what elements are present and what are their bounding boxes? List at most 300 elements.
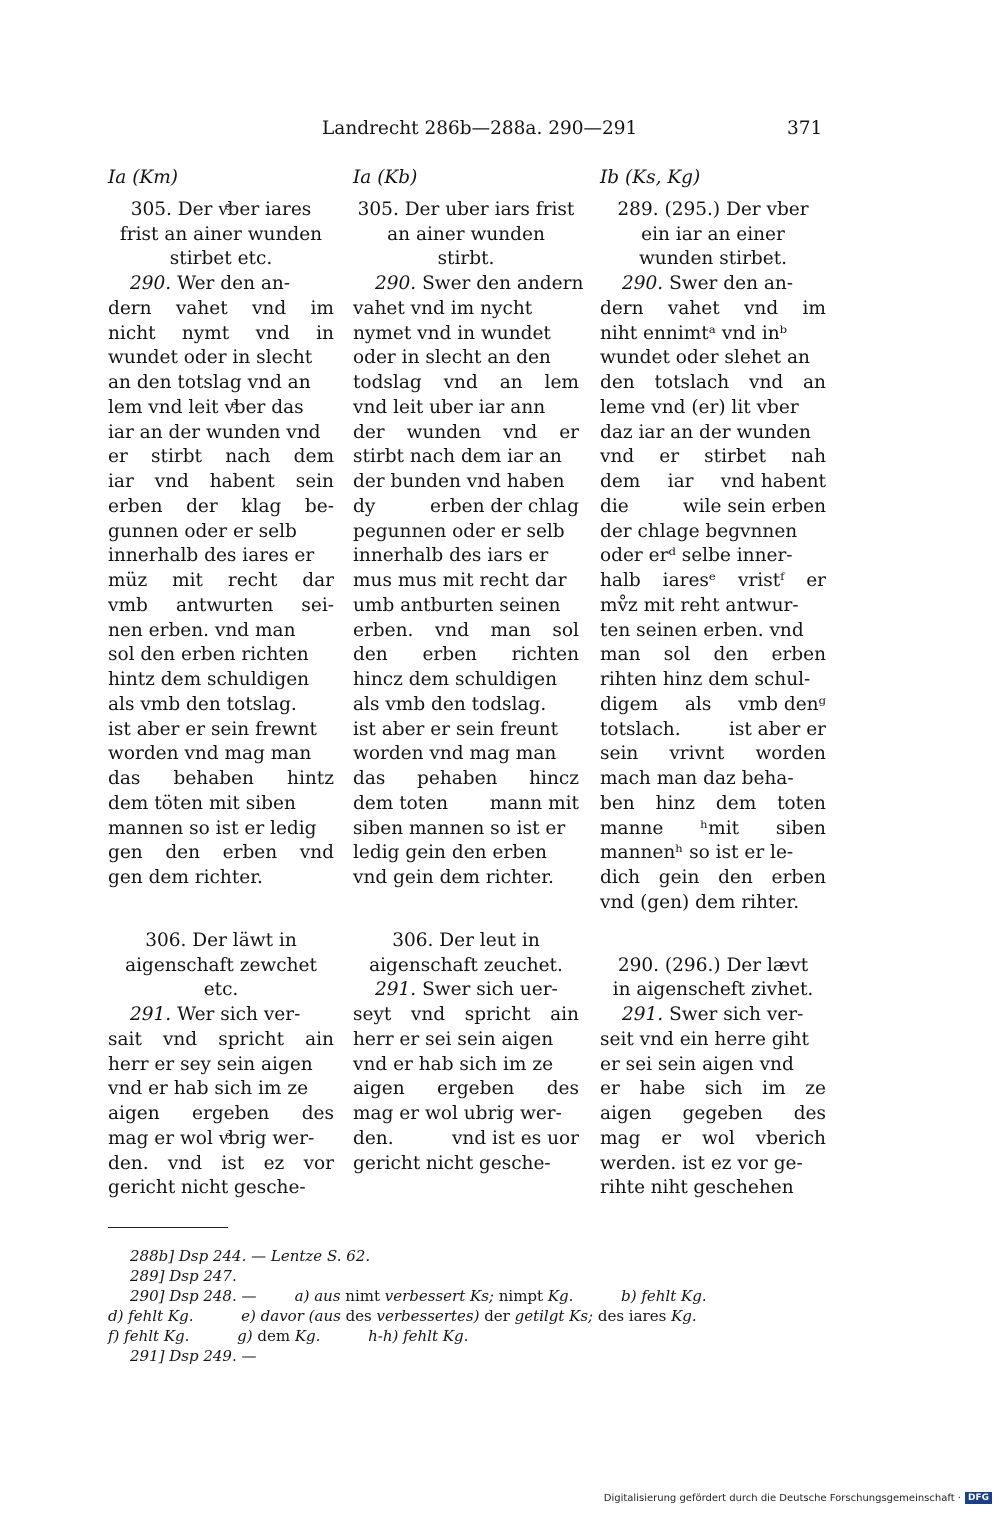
text-line <box>353 396 579 421</box>
text-segment: iaresᵉ <box>662 570 717 591</box>
text-segment: ist aber er sein freunt <box>353 718 558 740</box>
text-segment: toten <box>777 792 826 814</box>
text-segment: nicht <box>180 1177 229 1199</box>
article-number: 291. <box>130 1004 172 1025</box>
text-segment: Swer den andern <box>422 273 584 294</box>
text-line <box>108 742 334 767</box>
rubric-line: etc. <box>203 979 239 1001</box>
text-line <box>108 520 334 545</box>
text-line <box>108 470 334 495</box>
text-segment: hinz <box>655 792 696 814</box>
article-number: 291. <box>375 979 417 1001</box>
text-segment: vnd <box>749 372 784 393</box>
article-text <box>108 1003 334 1201</box>
text-segment: pehaben <box>417 768 498 789</box>
text-line <box>108 569 334 594</box>
text-line <box>108 792 334 817</box>
text-segment: mit <box>172 570 203 591</box>
text-segment: klag <box>241 495 282 517</box>
article-number: 290. <box>375 273 417 294</box>
text-segment: niht ennimtᵃ vnd inᵇ <box>600 322 788 344</box>
text-segment: mv̊z mit reht antwur- <box>600 594 799 616</box>
text-segment: vnd <box>600 446 635 468</box>
article-number: 291. <box>622 1004 664 1025</box>
text-segment: vnd <box>299 842 334 864</box>
text-segment: aigen <box>353 1078 405 1100</box>
text-segment: vnd <box>434 619 470 641</box>
text-segment: vnd er hab sich im ze <box>353 1053 554 1075</box>
text-segment: totslach <box>654 372 730 393</box>
text-line <box>108 1053 334 1078</box>
text-segment: dem <box>715 792 757 814</box>
text-segment: sol den erben richten <box>108 644 309 666</box>
text-segment: vnd <box>443 372 478 393</box>
text-line <box>600 445 826 470</box>
text-segment: das <box>353 768 386 789</box>
text-line <box>108 396 334 421</box>
footnote-piece: getilgt Ks; <box>514 1307 598 1325</box>
page-number: 371 <box>787 118 823 139</box>
article-text <box>353 978 579 1176</box>
text-segment: vnd <box>154 471 189 492</box>
text-segment: mann mit <box>489 792 579 814</box>
rubric-line: 305. Der uber iars frist <box>357 198 575 220</box>
text-segment: vnd <box>410 1004 446 1025</box>
text-segment: lem vnd leit vͤber das <box>108 396 304 418</box>
text-line <box>353 346 579 371</box>
text-segment: be- <box>304 495 334 517</box>
text-segment: sich <box>704 1078 743 1100</box>
text-segment: dy <box>353 495 376 517</box>
text-segment: dem <box>293 446 334 468</box>
text-segment: behaben <box>173 768 254 789</box>
digitization-footer <box>604 1492 992 1504</box>
text-segment: erben. <box>353 619 414 641</box>
text-segment: gesche- <box>233 1177 306 1199</box>
text-segment: mag er wol ubrig wer- <box>353 1103 562 1124</box>
text-line <box>108 594 334 619</box>
text-segment: hincz <box>529 768 579 789</box>
text-segment: ergeben <box>192 1103 270 1124</box>
footnote-piece: Kg. b) fehlt Kg. <box>547 1287 707 1305</box>
text-segment: erben <box>771 644 826 666</box>
text-segment: richten <box>511 644 579 666</box>
text-segment: worden <box>755 743 826 765</box>
text-line <box>600 396 826 421</box>
text-segment: gunnen oder er selb <box>108 520 297 542</box>
text-segment: oder in slecht an den <box>353 347 551 369</box>
text-segment: er sei sein aigen vnd <box>600 1053 794 1075</box>
text-line <box>600 1053 826 1078</box>
text-segment: an den totslag vnd an <box>108 372 311 393</box>
article-number: 290. <box>622 273 664 294</box>
text-segment: als <box>684 693 712 715</box>
text-line <box>600 272 826 297</box>
text-segment: an <box>803 372 826 393</box>
text-segment: geschehen <box>693 1177 794 1199</box>
rubric-line: 306. Der läwt in <box>145 929 297 951</box>
text-segment: oder erᵈ selbe inner- <box>600 545 793 567</box>
section-gap <box>600 916 826 954</box>
footnote-piece: f) fehlt Kg. g) <box>108 1327 258 1345</box>
text-line <box>353 866 579 891</box>
text-line <box>600 346 826 371</box>
rubric-line: an ainer wunden <box>387 223 545 245</box>
article-text <box>600 272 826 916</box>
text-segment: dem toten <box>353 792 449 814</box>
footer-text: Digitalisierung gefördert durch die Deutsche Forschungsgemeinschaft · <box>603 1492 961 1504</box>
text-segment: vmb denᵍ <box>738 693 826 715</box>
footnote-rule <box>108 1227 228 1228</box>
text-line <box>353 1152 579 1177</box>
section-rubric <box>108 198 334 272</box>
text-segment: den <box>600 372 635 393</box>
text-line <box>353 322 579 347</box>
text-line <box>600 866 826 891</box>
text-segment: im <box>802 297 826 319</box>
text-segment: rihten hinz dem schul- <box>600 669 811 690</box>
text-segment: ze <box>805 1078 826 1100</box>
text-line <box>108 445 334 470</box>
text-line <box>108 817 334 842</box>
manuscript-siglum: Ib (Ks, Kg) <box>600 167 701 188</box>
footnote-piece: Kg. h-h) fehlt Kg. <box>294 1327 469 1345</box>
text-line <box>353 767 579 792</box>
text-segment: digem <box>600 693 659 715</box>
text-segment: gericht <box>353 1152 421 1174</box>
text-line <box>600 767 826 792</box>
text-line <box>353 978 579 1003</box>
rubric-line: frist an ainer wunden <box>119 223 323 245</box>
text-segment: vristᶠ <box>738 570 785 591</box>
text-segment: dern <box>108 297 152 319</box>
footnote-piece: des iares <box>597 1307 672 1325</box>
text-segment: sait <box>108 1028 142 1050</box>
text-line <box>353 643 579 668</box>
text-line <box>353 445 579 470</box>
text-segment: vnd <box>743 297 779 319</box>
text-segment: Wer den an- <box>177 273 291 294</box>
text-line <box>600 544 826 569</box>
text-segment: er <box>559 421 579 443</box>
text-line <box>108 1028 334 1053</box>
text-line <box>108 767 334 792</box>
text-line <box>108 866 334 891</box>
text-segment: den <box>165 842 201 864</box>
text-segment: ist <box>221 1152 245 1174</box>
text-line <box>600 817 826 842</box>
text-segment: Swer sich uer- <box>422 979 558 1001</box>
text-segment: erben <box>222 842 278 864</box>
column-ia-km <box>108 166 334 1201</box>
rubric-line: 289. (295.) Der vber <box>617 198 809 220</box>
text-line <box>353 1102 579 1127</box>
text-line <box>353 1127 579 1152</box>
text-segment: pegunnen oder er selb <box>353 520 565 542</box>
text-segment: er <box>600 1078 620 1100</box>
text-segment: den. <box>108 1152 149 1174</box>
text-segment: mag <box>600 1127 641 1149</box>
text-segment: er <box>661 1127 682 1149</box>
text-segment: todslag <box>353 372 422 393</box>
text-segment: vor <box>303 1152 334 1174</box>
footnote-piece: d) fehlt Kg. e) davor (aus <box>108 1307 346 1325</box>
text-segment: vnd habent <box>720 471 826 492</box>
text-line <box>600 1102 826 1127</box>
text-line <box>353 1077 579 1102</box>
text-line <box>353 495 579 520</box>
text-segment: totslach. <box>600 718 681 740</box>
article-number: 290. <box>130 273 172 294</box>
text-segment: vnd er hab sich im ze <box>108 1078 309 1100</box>
footnote-piece: 288b] Dsp 244. — Lentze S. 62. <box>130 1247 371 1265</box>
text-segment: siben mannen so ist er <box>353 817 566 839</box>
running-header <box>0 118 1000 144</box>
manuscript-siglum: Ia (Km) <box>108 167 179 188</box>
text-segment: sol <box>552 619 579 641</box>
text-segment: gen dem richter. <box>108 867 263 888</box>
text-line <box>353 841 579 866</box>
footnotes <box>108 1246 828 1366</box>
text-segment: wol <box>701 1127 735 1149</box>
text-segment: iar <box>108 471 134 492</box>
text-segment: man <box>490 619 531 641</box>
section-rubric <box>353 929 579 979</box>
text-line <box>600 520 826 545</box>
text-line <box>353 544 579 569</box>
text-segment: dich <box>600 867 641 888</box>
text-segment: herr er sei sein aigen <box>353 1028 554 1050</box>
text-segment: nen erben. vnd man <box>108 619 296 641</box>
text-segment: stirbt <box>151 446 202 468</box>
text-segment: der <box>186 495 218 517</box>
text-segment: innerhalb des iars er <box>353 545 549 567</box>
footnote-piece: Kg. <box>671 1307 697 1325</box>
text-line <box>600 297 826 322</box>
text-segment: iar <box>667 471 694 492</box>
text-segment: vahet <box>667 297 720 319</box>
text-segment: seit vnd ein herre giht <box>600 1028 809 1050</box>
text-line <box>353 619 579 644</box>
text-line <box>600 1176 826 1201</box>
text-segment: ʰmit <box>700 817 740 839</box>
text-segment: ain <box>550 1004 579 1025</box>
text-segment: aigen <box>108 1103 160 1124</box>
text-segment: erben der chlag <box>430 495 579 517</box>
text-line <box>353 1028 579 1053</box>
text-segment: worden vnd mag man <box>353 743 557 765</box>
text-segment: worden vnd mag man <box>108 743 312 765</box>
text-line <box>108 718 334 743</box>
text-line <box>108 346 334 371</box>
section-rubric <box>600 198 826 272</box>
text-segment: er <box>659 446 680 468</box>
text-segment: mag er wol vͤbrig wer- <box>108 1127 315 1149</box>
text-line <box>108 668 334 693</box>
text-line <box>353 594 579 619</box>
text-line <box>353 668 579 693</box>
footnote-piece: dem <box>257 1327 295 1345</box>
text-segment: ain <box>305 1028 334 1050</box>
text-segment: als vmb den todslag. <box>353 693 547 715</box>
text-segment: ez <box>263 1152 285 1174</box>
text-segment: vnd <box>251 297 287 319</box>
column-ia-kb <box>353 166 584 1176</box>
text-segment: gericht <box>108 1177 176 1199</box>
text-line <box>353 718 579 743</box>
text-line <box>600 322 826 347</box>
text-segment: der <box>353 421 385 443</box>
text-line <box>353 742 579 767</box>
footnote-line <box>108 1266 828 1286</box>
text-line <box>600 470 826 495</box>
text-line <box>600 1127 826 1152</box>
text-line <box>108 544 334 569</box>
text-segment: ist aber er sein frewnt <box>108 718 317 740</box>
section-gap <box>108 891 334 929</box>
text-segment: gesche- <box>478 1152 551 1174</box>
text-line <box>108 421 334 446</box>
text-line <box>353 1053 579 1078</box>
text-segment: gein <box>658 867 700 888</box>
footnote-piece: 289] Dsp 247. <box>130 1267 237 1285</box>
text-segment: wile sein erben <box>682 495 826 517</box>
rubric-line: in aigenscheft zivhet. <box>612 979 814 1001</box>
text-segment: nymet vnd in wundet <box>353 322 551 344</box>
text-line <box>600 792 826 817</box>
text-segment: nah <box>791 446 826 468</box>
text-segment: dern <box>600 297 644 319</box>
text-segment: vberich <box>755 1127 826 1149</box>
text-segment: erben <box>108 495 163 517</box>
text-line <box>353 272 584 297</box>
text-segment: Wer sich ver- <box>177 1004 301 1025</box>
running-head: Landrecht 286b—288a. 290—291 <box>322 118 638 139</box>
text-segment: leme vnd (er) lit vber <box>600 396 799 418</box>
text-segment: die <box>600 495 629 517</box>
text-line <box>353 569 579 594</box>
manuscript-siglum: Ia (Kb) <box>353 167 418 188</box>
text-segment: in <box>316 322 334 344</box>
text-line <box>108 619 334 644</box>
text-line <box>108 841 334 866</box>
text-line <box>600 1003 826 1028</box>
text-segment: der chlage begvnnen <box>600 520 798 542</box>
text-segment: dem töten mit siben <box>108 792 296 814</box>
footnote-line <box>108 1326 828 1346</box>
text-segment: ben <box>600 792 635 814</box>
footnote-line <box>108 1306 828 1326</box>
text-segment: umb antburten seinen <box>353 594 561 616</box>
text-line <box>600 495 826 520</box>
text-segment: hintz <box>287 768 334 789</box>
text-segment: ergeben <box>437 1078 515 1100</box>
text-line <box>600 1152 826 1177</box>
text-segment: vnd <box>167 1152 203 1174</box>
text-segment: innerhalb des iares er <box>108 545 315 567</box>
text-segment: ten seinen erben. vnd <box>600 619 804 641</box>
dfg-logo: DFG <box>965 1492 992 1504</box>
rubric-line: aigenschaft zewchet <box>125 954 317 976</box>
footnote-piece: 291] Dsp 249. — <box>130 1347 257 1365</box>
text-line <box>600 1028 826 1053</box>
footnote-piece: der <box>484 1307 515 1325</box>
text-line <box>108 693 334 718</box>
text-segment: rihte <box>600 1177 646 1199</box>
text-segment: den <box>353 644 388 666</box>
text-segment: nymt <box>181 322 230 344</box>
text-segment: nach <box>225 446 271 468</box>
text-segment: herr er sey sein aigen <box>108 1053 313 1075</box>
text-line <box>108 1152 334 1177</box>
text-line <box>600 841 826 866</box>
text-segment: vnd gein dem richter. <box>353 867 554 888</box>
text-segment: den. <box>353 1127 394 1149</box>
text-line <box>600 421 826 446</box>
text-segment: vnd <box>255 322 290 344</box>
text-segment: stirbet <box>704 446 767 468</box>
text-segment: erben <box>422 644 477 666</box>
footnote-line <box>108 1286 828 1306</box>
column-ib-ks-kg <box>600 166 826 1201</box>
text-line <box>108 1176 334 1201</box>
text-segment: mannenʰ so ist er le- <box>600 842 794 864</box>
text-line <box>108 495 334 520</box>
text-segment: er <box>108 446 128 468</box>
section-gap <box>353 891 579 929</box>
text-segment: Swer sich ver- <box>669 1004 804 1025</box>
text-segment: erben <box>771 867 826 888</box>
text-line <box>600 594 826 619</box>
text-segment: vnd ist es uor <box>451 1127 579 1149</box>
footnote-piece: nimt <box>345 1287 385 1305</box>
text-segment: siben <box>775 817 826 839</box>
text-line <box>108 643 334 668</box>
text-segment: werden. ist ez vor ge- <box>600 1152 803 1174</box>
rubric-line: aigenschaft zeuchet. <box>369 954 563 976</box>
footnote-line <box>108 1246 828 1266</box>
text-line <box>353 421 579 446</box>
text-line <box>353 817 579 842</box>
section-rubric <box>353 198 579 272</box>
text-line <box>353 297 579 322</box>
text-segment: das <box>108 768 141 789</box>
text-segment: hincz dem schuldigen <box>353 669 558 690</box>
text-line <box>353 520 579 545</box>
article-text <box>353 272 584 891</box>
text-line <box>600 891 826 916</box>
text-line <box>108 297 334 322</box>
text-line <box>600 693 826 718</box>
rubric-line: 290. (296.) Der lævt <box>617 954 809 976</box>
text-segment: antwurten <box>175 594 274 616</box>
article-text <box>600 1003 826 1201</box>
text-line <box>108 1102 334 1127</box>
text-segment: vahet <box>175 297 228 319</box>
text-segment: ist aber er <box>728 718 826 740</box>
text-segment: vnd leit uber iar ann <box>353 396 546 418</box>
text-segment: recht <box>227 570 278 591</box>
text-segment: sol <box>663 644 691 666</box>
text-segment: vahet vnd im nycht <box>353 297 533 319</box>
text-line <box>353 693 579 718</box>
text-line <box>108 322 334 347</box>
text-segment: im <box>310 297 334 319</box>
text-segment: des <box>546 1078 579 1100</box>
text-segment: nicht <box>425 1152 474 1174</box>
text-segment: nicht <box>108 322 156 344</box>
text-segment: wundet oder in slecht <box>108 347 313 369</box>
